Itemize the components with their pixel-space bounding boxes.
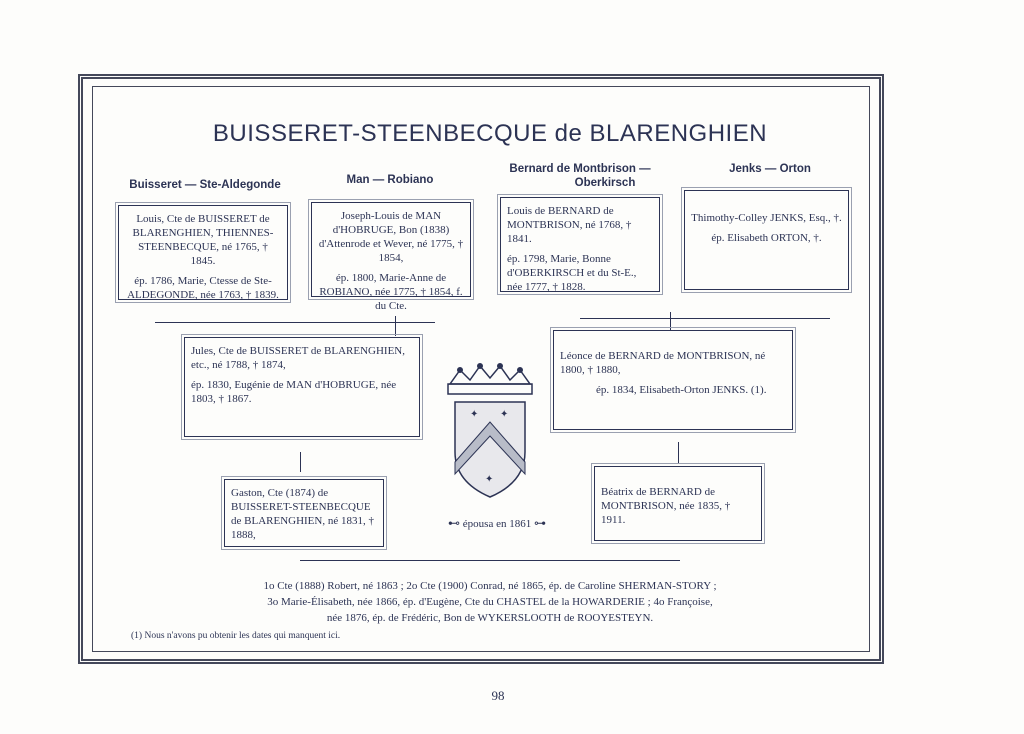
connector-jules-gaston [300,452,301,472]
box-louis-buisseret [118,205,288,300]
children-line3: née 1876, ép. de Frédéric, Bon de WYKERSLOOTH de ROOYESTEYN. [326,612,654,624]
box-joseph-man [311,202,471,312]
connector-down-left [395,316,396,336]
box-leonce-bernard-text2: ép. 1834, Elisabeth-Orton JENKS. (1). [596,384,767,396]
marriage-note-text: épousa en 1861 [462,518,532,530]
box-thimothy-jenks-text2: ép. Elisabeth ORTON, †. [711,232,822,244]
box-joseph-man-text1: Joseph-Louis de MAN d'HOBRUGE, Bon (1838) d'Attenrode et Wever, né 1775, † 1854, [318,210,464,264]
column-head-jenks: Jenks — Orton [729,163,811,175]
page-number: 98 [491,688,505,703]
box-beatrix [594,466,762,541]
box-leonce-bernard-text1: Léonce de BERNARD de MONTBRISON, né 1800, † 1880, [560,350,766,376]
svg-text:✦: ✦ [485,474,494,485]
column-head-bernard-line1: Bernard de Montbrison — [509,163,651,175]
box-jules-buisseret-text1: Jules, Cte de BUISSERET de BLARENGHIEN, etc., né 1788, † 1874, [191,345,405,371]
connector-children [300,560,680,561]
footnote: (1) Nous n'avons pu obtenir les dates qui manquent ici. [131,631,341,641]
connector-leonce-beatrix [678,442,679,464]
coat-of-arms-icon [440,362,540,502]
box-gaston [224,479,384,547]
left-flourish-icon: ⊷ [448,516,461,530]
box-thimothy-jenks-text1: Thimothy-Colley JENKS, Esq., †. [691,212,842,224]
svg-text:✦: ✦ [470,409,479,420]
right-flourish-icon: ⊶ [533,516,546,530]
column-head-bernard [490,162,670,190]
children-list [200,578,780,626]
connector-down-right [670,312,671,330]
box-beatrix-text1: Béatrix de BERNARD de MONTBRISON, née 1835, † 1911. [601,486,731,526]
column-head-bernard-line2: Oberkirsch [574,177,636,189]
box-gaston-text1: Gaston, Cte (1874) de BUISSERET-STEENBECQUE de BLARENGHIEN, né 1831, † 1888, [231,487,374,541]
connector-parents-right [580,318,830,319]
box-jules-buisseret [184,337,420,437]
box-jules-buisseret-text2: ép. 1830, Eugénie de MAN d'HOBRUGE, née 1803, † 1867. [191,379,397,405]
column-head-man: Man — Robiano [346,174,434,186]
svg-text:✦: ✦ [500,409,509,420]
box-louis-bernard-text2: ép. 1798, Marie, Bonne d'OBERKIRSCH et du St-E., née 1777, † 1828. [507,253,637,293]
children-line1: 1o Cte (1888) Robert, né 1863 ; 2o Cte (1900) Conrad, né 1865, ép. de Caroline SHERMAN-STORY ; [263,580,717,592]
box-louis-bernard-text1: Louis de BERNARD de MONTBRISON, né 1768, † 1841. [507,205,632,245]
box-louis-buisseret-text2: ép. 1786, Marie, Ctesse de Ste-ALDEGONDE, née 1763, † 1839. [127,275,279,301]
box-joseph-man-text2: ép. 1800, Marie-Anne de ROBIANO, née 1775, † 1854, f. du Cte. [319,272,463,312]
column-head-buisseret: Buisseret — Ste-Aldegonde [129,179,281,191]
connector-parents-left [155,322,435,323]
box-thimothy-jenks [684,190,849,290]
page-title: BUISSERET-STEENBECQUE de BLARENGHIEN [212,120,768,147]
box-louis-bernard [500,197,660,292]
box-louis-buisseret-text1: Louis, Cte de BUISSERET de BLARENGHIEN, THIENNES-STEENBECQUE, né 1765, † 1845. [132,213,274,267]
children-line2: 3o Marie-Élisabeth, née 1866, ép. d'Eugène, Cte du CHASTEL de la HOWARDERIE ; 4o Françoise, [267,596,713,608]
box-leonce-bernard [553,330,793,430]
marriage-note [427,516,567,531]
